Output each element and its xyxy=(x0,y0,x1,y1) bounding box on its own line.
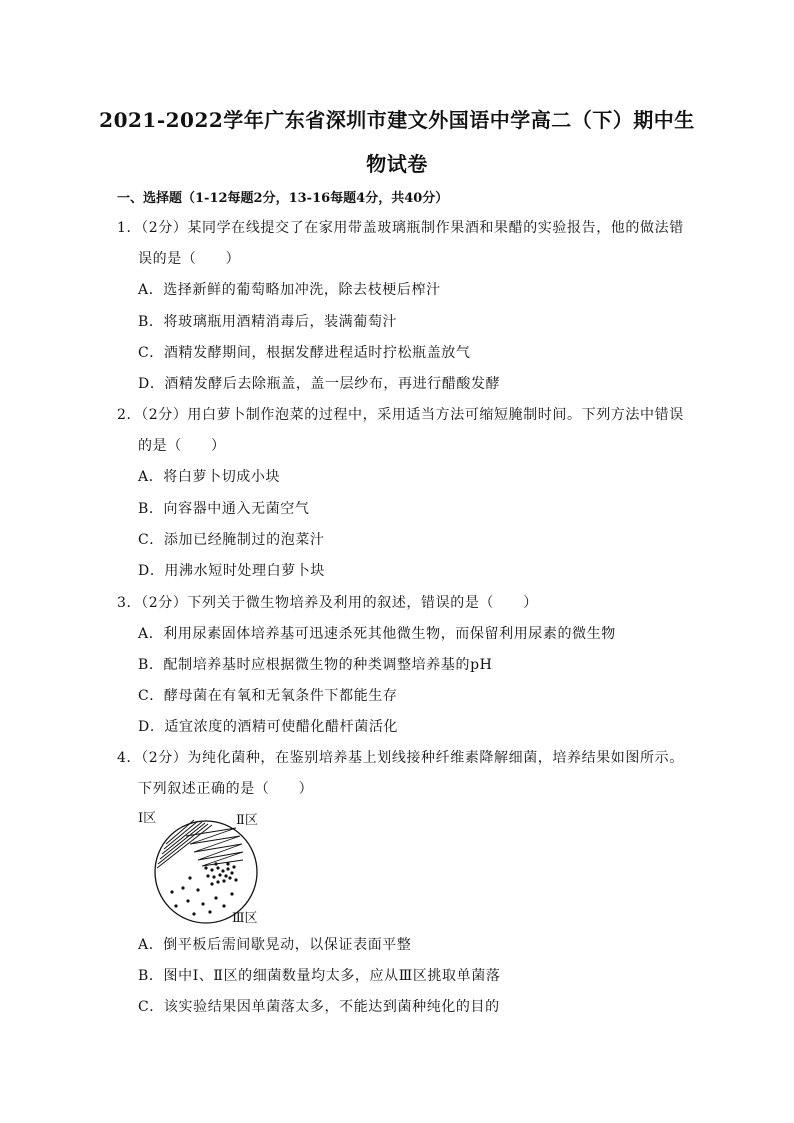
question-3-option-a: A．利用尿素固体培养基可迅速杀死其他微生物，而保留利用尿素的微生物 xyxy=(138,626,616,642)
question-3-stem: 3．（2分）下列关于微生物培养及利用的叙述，错误的是（ ） xyxy=(117,595,538,611)
zone-1-label: Ⅰ区 xyxy=(138,811,157,826)
question-2-option-d: D．用沸水短时处理白萝卜块 xyxy=(138,563,326,579)
question-4-stem: 4．（2分）为纯化菌种，在鉴别培养基上划线接种纤维素降解细菌，培养结果如图所示。 xyxy=(117,750,684,766)
question-2-stem-cont: 的是（ ） xyxy=(138,438,226,454)
question-4-option-c: C．该实验结果因单菌落太多，不能达到菌种纯化的目的 xyxy=(138,999,500,1015)
zone-3-colonies xyxy=(170,862,237,915)
question-4-stem-cont: 下列叙述正确的是（ ） xyxy=(138,781,314,797)
question-2-option-b: B．向容器中通入无菌空气 xyxy=(138,501,310,517)
question-2-stem: 2．（2分）用白萝卜制作泡菜的过程中，采用适当方法可缩短腌制时间。下列方法中错误 xyxy=(117,407,684,423)
petri-dish-outline xyxy=(155,821,257,923)
zone-1-streaks xyxy=(157,820,212,868)
question-1-stem-cont: 误的是（ ） xyxy=(138,251,241,267)
question-1-option-c: C．酒精发酵期间，根据发酵进程适时拧松瓶盖放气 xyxy=(138,345,471,361)
question-3-option-c: C．酵母菌在有氧和无氧条件下都能生存 xyxy=(138,688,398,704)
question-4-option-b: B．图中Ⅰ、Ⅱ区的细菌数量均太多，应从Ⅲ区挑取单菌落 xyxy=(138,968,501,984)
question-1-option-d: D．酒精发酵后去除瓶盖，盖一层纱布，再进行醋酸发酵 xyxy=(138,376,501,392)
question-1-option-a: A．选择新鲜的葡萄略加冲洗，除去枝梗后榨汁 xyxy=(138,282,441,298)
question-1-stem: 1．（2分）某同学在线提交了在家用带盖玻璃瓶制作果酒和果醋的实验报告，他的做法错 xyxy=(117,220,684,236)
question-4-option-a: A．倒平板后需间歇晃动，以保证表面平整 xyxy=(138,937,412,953)
question-3-option-b: B．配制培养基时应根据微生物的种类调整培养基的pH xyxy=(138,657,493,673)
section-heading: 一、选择题（1-12每题2分，13-16每题4分，共40分） xyxy=(117,191,449,206)
zone-2-streaks xyxy=(186,828,243,866)
question-1-option-b: B．将玻璃瓶用酒精消毒后，装满葡萄汁 xyxy=(138,314,398,330)
question-2-option-a: A．将白萝卜切成小块 xyxy=(138,469,281,485)
question-2-option-c: C．添加已经腌制过的泡菜汁 xyxy=(138,532,325,548)
streak-plate-figure xyxy=(128,806,278,926)
question-3-option-d: D．适宜浓度的酒精可使醋化醋杆菌活化 xyxy=(138,719,399,735)
exam-title-line-2: 物试卷 xyxy=(366,152,428,176)
zone-3-label: Ⅲ区 xyxy=(232,911,258,926)
exam-title-line-1: 2021-2022学年广东省深圳市建文外国语中学高二（下）期中生 xyxy=(99,108,695,132)
zone-2-label: Ⅱ区 xyxy=(236,813,258,828)
